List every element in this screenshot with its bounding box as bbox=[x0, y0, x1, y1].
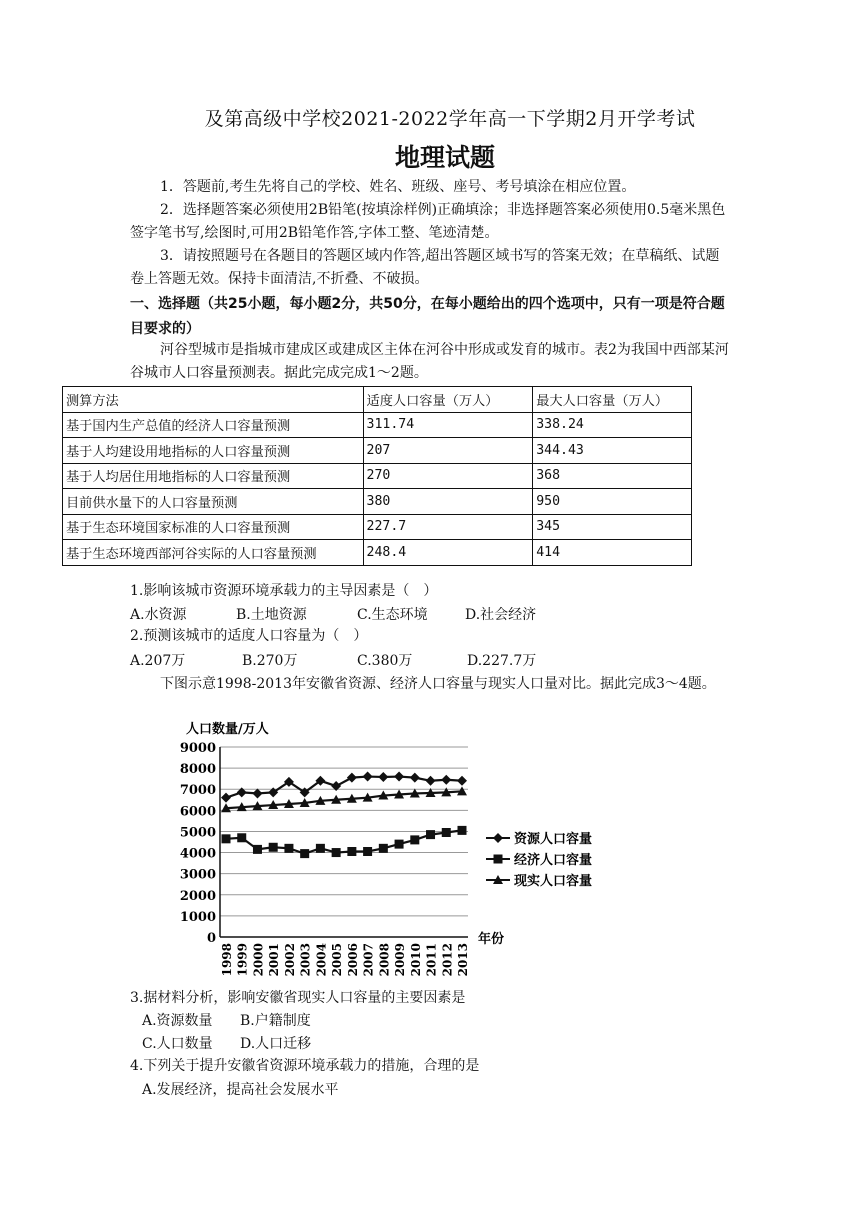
question-3-stem: 3.据材料分析，影响安徽省现实人口容量的主要因素是 bbox=[130, 990, 466, 1006]
data-point bbox=[379, 844, 388, 853]
q1-option-c: C.生态环境 bbox=[357, 607, 428, 623]
data-point bbox=[441, 775, 451, 785]
q3-option-a: A.资源数量 bbox=[142, 1013, 213, 1029]
table-cell: 基于人均建设用地指标的人口容量预测 bbox=[63, 438, 364, 464]
table-row bbox=[63, 540, 692, 566]
q3-option-d: D.人口迁移 bbox=[240, 1036, 312, 1052]
table-cell: 345 bbox=[533, 514, 692, 540]
x-tick-label: 2004 bbox=[314, 943, 329, 977]
table-header-cell: 适度人口容量（万人） bbox=[363, 387, 533, 413]
data-point bbox=[332, 848, 341, 857]
y-tick-label: 4000 bbox=[179, 846, 216, 862]
data-point bbox=[253, 845, 262, 854]
data-point bbox=[426, 830, 435, 839]
table-cell: 基于国内生产总值的经济人口容量预测 bbox=[63, 412, 364, 438]
table-cell: 368 bbox=[533, 463, 692, 489]
data-point bbox=[363, 772, 373, 782]
data-point bbox=[394, 772, 404, 782]
x-tick-label: 2003 bbox=[298, 943, 313, 977]
question-2-stem: 2.预测该城市的适度人口容量为（ ） bbox=[130, 628, 368, 644]
table-header-cell: 最大人口容量（万人） bbox=[533, 387, 692, 413]
q1-option-b: B.土地资源 bbox=[236, 607, 307, 623]
q2-option-d: D.227.7万 bbox=[467, 653, 537, 669]
x-tick-label: 2013 bbox=[456, 943, 470, 977]
data-point bbox=[284, 844, 293, 853]
data-point bbox=[237, 833, 246, 842]
instruction-1: 1．答题前,考生先将自己的学校、姓名、班级、座号、考号填涂在相应位置。 bbox=[160, 179, 636, 195]
x-tick-label: 2002 bbox=[282, 943, 297, 977]
x-tick-label: 2001 bbox=[267, 943, 282, 977]
table-row bbox=[63, 438, 692, 464]
y-tick-label: 9000 bbox=[179, 741, 216, 756]
passage-1: 河谷型城市是指城市建成区或建成区主体在河谷中形成或发育的城市。表2为我国中西部某河谷城市人口容量预测表。据此完成完成1～2题。 bbox=[130, 342, 729, 381]
data-point bbox=[426, 776, 436, 786]
y-tick-label: 1000 bbox=[179, 909, 216, 925]
school-title: 及第高级中学校2021-2022学年高一下学期2月开学考试 bbox=[204, 108, 696, 130]
x-tick-label: 2010 bbox=[408, 943, 423, 977]
table-cell: 380 bbox=[363, 489, 533, 515]
data-point bbox=[269, 843, 278, 852]
y-tick-label: 0 bbox=[206, 931, 216, 946]
table-cell: 950 bbox=[533, 489, 692, 515]
q2-option-a: A.207万 bbox=[130, 653, 186, 669]
passage-2: 下图示意1998-2013年安徽省资源、经济人口容量与现实人口量对比。据此完成3～4题。 bbox=[160, 676, 716, 692]
population-capacity-table bbox=[62, 386, 692, 566]
table-cell: 目前供水量下的人口容量预测 bbox=[63, 489, 364, 515]
data-point bbox=[442, 828, 451, 837]
table-row bbox=[63, 412, 692, 438]
table-header-row bbox=[63, 387, 692, 413]
table-header-cell: 测算方法 bbox=[63, 387, 364, 413]
question-4-stem: 4.下列关于提升安徽省资源环境承载力的措施，合理的是 bbox=[130, 1058, 480, 1074]
data-point bbox=[252, 788, 262, 798]
data-point bbox=[363, 847, 372, 856]
data-point bbox=[347, 773, 357, 783]
question-1-stem: 1.影响该城市资源环境承载力的主导因素是（ ） bbox=[130, 583, 438, 599]
data-point bbox=[221, 793, 231, 803]
x-tick-label: 2005 bbox=[330, 943, 345, 977]
table-cell: 344.43 bbox=[533, 438, 692, 464]
table-cell: 248.4 bbox=[363, 540, 533, 566]
table-row bbox=[63, 463, 692, 489]
population-chart bbox=[170, 715, 630, 980]
legend-marker bbox=[493, 833, 503, 843]
y-tick-label: 6000 bbox=[179, 804, 216, 820]
q4-option-a: A.发展经济，提高社会发展水平 bbox=[142, 1082, 339, 1098]
table-cell: 207 bbox=[363, 438, 533, 464]
section-heading: 一、选择题（共25小题，每小题2分，共50分，在每小题给出的四个选项中，只有一项是符合题目要求的） bbox=[130, 296, 725, 337]
y-tick-label: 2000 bbox=[179, 888, 216, 904]
x-tick-label: 2006 bbox=[345, 943, 360, 977]
data-point bbox=[316, 844, 325, 853]
data-point bbox=[395, 840, 404, 849]
subject-title: 地理试题 bbox=[394, 143, 495, 172]
table-cell: 414 bbox=[533, 540, 692, 566]
data-point bbox=[410, 835, 419, 844]
q2-option-c: C.380万 bbox=[357, 653, 413, 669]
legend-label: 资源人口容量 bbox=[514, 832, 593, 847]
y-tick-label: 8000 bbox=[179, 762, 216, 778]
x-axis-label: 年份 bbox=[478, 932, 505, 947]
data-point bbox=[347, 847, 356, 856]
q3-option-b: B.户籍制度 bbox=[240, 1013, 311, 1029]
table-row bbox=[63, 489, 692, 515]
data-point bbox=[410, 773, 420, 783]
table-cell: 227.7 bbox=[363, 514, 533, 540]
data-point bbox=[222, 834, 231, 843]
legend-label: 现实人口容量 bbox=[514, 874, 593, 889]
x-tick-label: 2011 bbox=[424, 943, 439, 977]
data-point bbox=[457, 776, 467, 786]
x-tick-label: 1998 bbox=[220, 943, 234, 977]
y-tick-label: 7000 bbox=[179, 783, 216, 799]
instruction-2: 2．选择题答案必须使用2B铅笔(按填涂样例)正确填涂；非选择题答案必须使用0.5毫米黑色签字笔书写,绘图时,可用2B铅笔作答,字体工整、笔迹清楚。 bbox=[130, 202, 726, 241]
table-cell: 基于生态环境国家标准的人口容量预测 bbox=[63, 514, 364, 540]
table-cell: 基于生态环境西部河谷实际的人口容量预测 bbox=[63, 540, 364, 566]
y-axis-label: 人口数量/万人 bbox=[186, 722, 269, 737]
x-tick-label: 2008 bbox=[377, 943, 392, 977]
table-row bbox=[63, 514, 692, 540]
legend-label: 经济人口容量 bbox=[514, 853, 593, 868]
x-tick-label: 1999 bbox=[235, 943, 250, 977]
x-tick-label: 2000 bbox=[251, 943, 266, 977]
q1-option-d: D.社会经济 bbox=[465, 607, 537, 623]
x-tick-label: 2007 bbox=[361, 943, 376, 977]
legend-marker bbox=[494, 855, 503, 864]
q1-option-a: A.水资源 bbox=[130, 607, 187, 623]
x-tick-label: 2012 bbox=[440, 943, 455, 977]
y-tick-label: 5000 bbox=[179, 825, 216, 841]
q2-option-b: B.270万 bbox=[242, 653, 298, 669]
data-point bbox=[378, 772, 388, 782]
data-point bbox=[458, 826, 467, 835]
data-point bbox=[300, 849, 309, 858]
table-cell: 270 bbox=[363, 463, 533, 489]
table-cell: 311.74 bbox=[363, 412, 533, 438]
q3-option-c: C.人口数量 bbox=[142, 1036, 213, 1052]
x-tick-label: 2009 bbox=[393, 943, 408, 977]
instruction-3: 3．请按照题号在各题目的答题区域内作答,超出答题区域书写的答案无效；在草稿纸、试题卷上答题无效。保持卡面清洁,不折叠、不破损。 bbox=[130, 248, 720, 287]
table-cell: 基于人均居住用地指标的人口容量预测 bbox=[63, 463, 364, 489]
table-cell: 338.24 bbox=[533, 412, 692, 438]
chart-svg bbox=[170, 715, 630, 980]
y-tick-label: 3000 bbox=[179, 867, 216, 883]
